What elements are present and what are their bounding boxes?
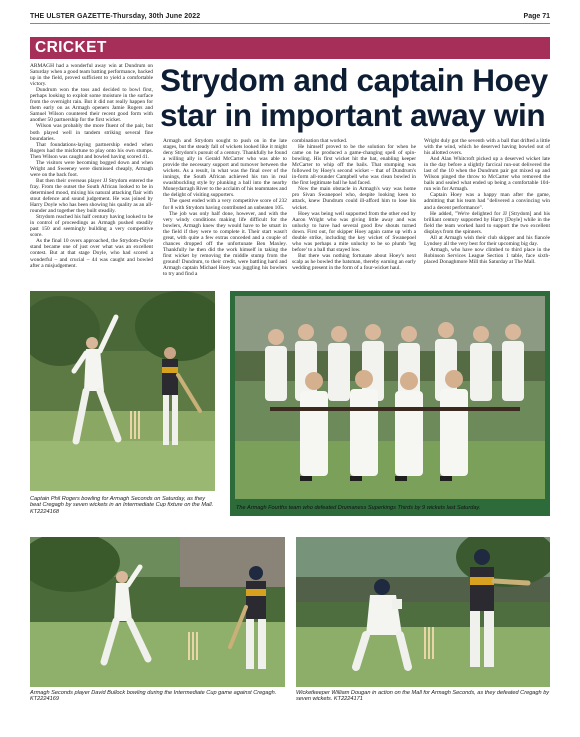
masthead-divider [30, 23, 550, 24]
caption-photo-bowler-rogers: Captain Phil Rogers bowling for Armagh Seconds on Saturday, as they beat Cregagh by seven wickets in an Intermediate Cup fixture on the Mall. KT2224168 [30, 496, 214, 515]
page-number: Page 71 [523, 13, 550, 20]
paragraph: ARMAGH had a wonderful away win at Dundrum on Saturday when a good team batting performance, backed up in the field, proved sufficient to yield a comfortable victory. [30, 63, 153, 88]
paragraph: As the final 10 overs approached, the Strydom-Doyle stand became one of just over what was an excellent contest. But at that stage Doyle, who had scored a wonderful – and crucial – 44 was caught and bowled after a misjudgement. [30, 238, 153, 269]
paragraph: He himself proved to be the solution for when he came on he produced a game-changing spell of spin-bowling. His first wicket hit the bat, enabling keeper McCarter to whip off the bails. That stumping was followed by Hoey's second wicket – that of Dundrum's in-form all-rounder Campbell who was clean bowled in the first legitimate ball he had faced. [292, 144, 416, 187]
paragraph: combination that worked. [292, 138, 348, 144]
article-column-4 [424, 138, 550, 265]
article-column-1 [30, 63, 153, 269]
section-bar [30, 37, 550, 59]
paragraph: Wright duly got the seventh with a ball that drifted a little with the wind, which he deserved having bowled out of his allotted overs. [424, 138, 550, 157]
paragraph: Captain Hoey was a happy man after the game, admitting that his team had "delivered a convincing win and a decent performance". [424, 192, 550, 211]
paragraph: And Alan Whitcroft picked up a deserved wicket late in the day before a slightly farcical run-out delivered the last of the 10 when the Dundrum pair got mixed up and Wilson pinged the throw to McCarter who removed the bails and sealed what ended up being a comfortable 104-run win for Armagh. [424, 156, 550, 193]
masthead-publication-date: THE ULSTER GAZETTE-Thursday, 30th June 2022 [30, 13, 201, 20]
photo-armagh-fourths-team [230, 291, 550, 516]
paragraph: That foundations-laying partnership ended when Rogers had the misfortune to play onto his own stumps. Then Wilson was caught and bowled having scored 41. [30, 141, 153, 160]
caption-photo-bowler-bullock: Armagh Seconds player David Bullock bowling during the Intermediate Cup game against Cregagh. KT2224169 [30, 690, 277, 703]
paragraph: He added, "We're delighted for JJ [Strydom] and his brilliant century supported by Harry [Doyle] while in the field the team worked hard to support the two excellent displays from the spinners. [424, 210, 550, 235]
paragraph: But then their overseas player JJ Strydom entered the fray. From the outset the South African looked to be in determined mood, mixing his natural attacking flair with stout defence and sound judgement. He was joined by Harry Doyle who has been showing his quality as an all-rounder and together they built steadily. [30, 177, 153, 215]
section-label: CRICKET [35, 39, 107, 56]
paragraph: Strydom reached his half century having looked to be in control of proceedings as Armagh pushed steadily past 150 and seemingly building a very competitive score. [30, 214, 153, 239]
paragraph: Wilson was probably the more fluent of the pair, but both played well in tandem striking several fine boundaries. [30, 123, 153, 142]
paragraph: The quest ended with a very competitive score of 232 for 8 with Strydom having contributed an unbeaten 105. [163, 198, 287, 211]
headline-line-1: Strydom and captain Hoey [160, 62, 548, 98]
paragraph: The visitors were becoming bogged down and when Wright and Sweeney were dismissed cheaply, Armagh were on the back foot. [30, 159, 153, 178]
masthead [30, 11, 550, 23]
paragraph: Dundrum won the toss and decided to bowl first, perhaps looking to exploit some moisture in the surface from the overnight rain. But it did not really happen for them early on as Armagh openers Jamie Rogers and Samuel Wilson countered their recent good form with another 50 partnership for the first wicket. [30, 87, 153, 124]
headline-line-2: star in important away win [160, 97, 546, 133]
paragraph: Armagh, who have now climbed to third place in the Robinson Services League Section 1 table, face sixth-placed Donaghmore Mill this Saturday at The Mall. [424, 246, 550, 265]
paragraph: The job was only half done, however, and with the very windy conditions making life difficult for the bowlers, Armagh knew they would have to be smart in the field if they were to complete it. Their start wasn't great, with quite a few extras conceded and a couple of chances dropped off the unfortunate Ben Maxley. Thankfully he then did the work himself in taking the first wicket by removing the middle stump from the ground! Dundrum, to their credit, were battling hard and Armagh captain Michael Hoey was juggling his bowlers to try and find a [163, 210, 287, 278]
paragraph: Hoey was being well supported from the other end by Aaron Wright who was giving little away and was unlucky to have had several good lbw shouts turned down. First out, for skipper Hoey again came up with a double strike, including the key wicket of Swanepoel who was perhaps a mite unlucky to be so plumb 'leg before' to a ball that stayed low. [292, 210, 416, 253]
paragraph: But there was nothing fortunate about Hoey's next scalp as he bowled the batsman, thereby earning an early wedding present in the form of a four-wicket haul. [292, 252, 416, 271]
photo-bowler-rogers [30, 291, 215, 491]
paragraph: All at Armagh wish their club skipper and his fiancée Lyndsey all the very best for their upcoming big day. [424, 234, 550, 247]
photo-bowler-bullock [30, 537, 285, 687]
caption-photo-team: The Armagh Fourths team who defeated Drumaness Superkings Thirds by 9 wickets last Saturday. [236, 505, 481, 511]
article-column-2 [163, 138, 287, 277]
paragraph: Armagh and Strydom sought to push on in the late stages, but the steady fall of wickets looked like it might deny Strydom's pursuit of a century. Thankfully he found a willing ally in Gerald McCarter who was able to provide the necessary support and turnover between the wickets. As a result, in what was the final over of the innings, the South African achieved his ton in real swashbuckling style by plunking a ball into the nearby Moneydarragh River to the acclaim of his teammates and the delight of visiting supporters. [163, 138, 287, 199]
photo-wicketkeeper-dougan [296, 537, 550, 687]
headline [160, 63, 552, 133]
caption-photo-wicketkeeper: Wicketkeeper William Dougan in action on the Mall for Armagh Seconds, as they defeated Cregagh by seven wickets. KT2224171 [296, 690, 550, 703]
article-column-3 [292, 138, 416, 271]
paragraph: Now the main obstacle in Armagh's way was home pro Sivan Swanepoel who, despite looking keen to attack, knew Dundrum could ill-afford him to lose his wicket. [292, 186, 416, 211]
